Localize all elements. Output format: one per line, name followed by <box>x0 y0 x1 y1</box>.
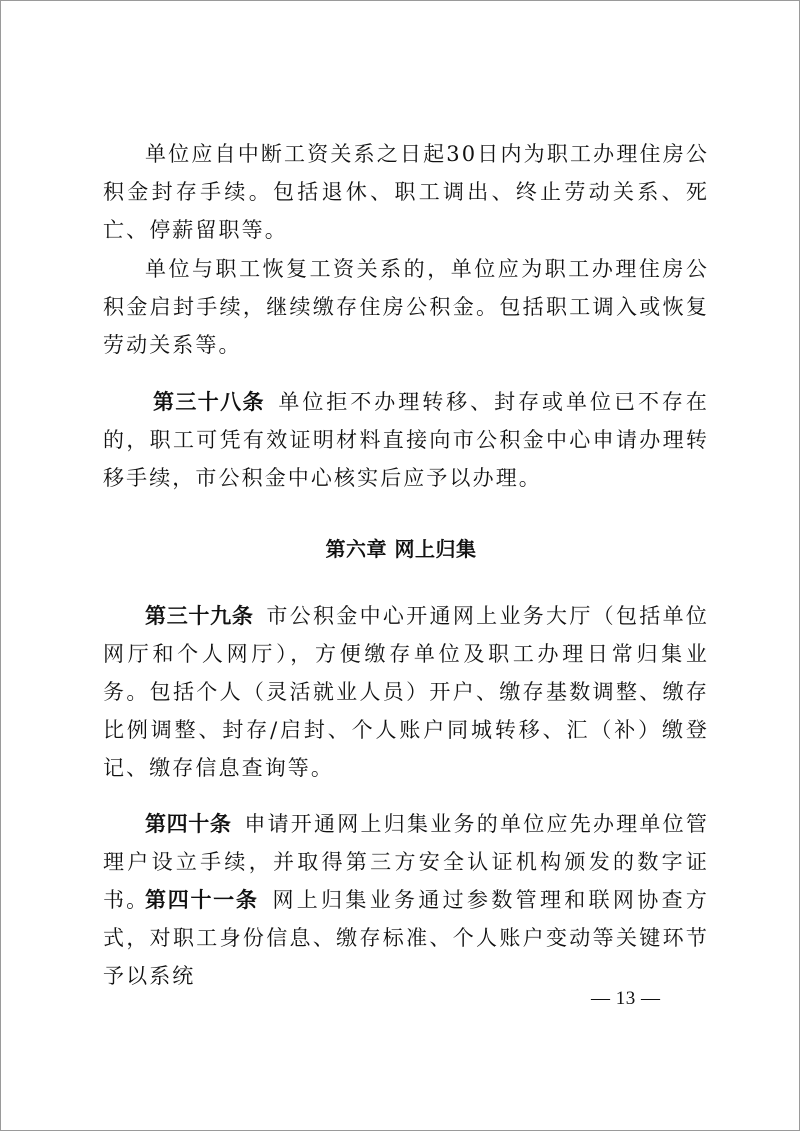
article-heading: 第四十条 <box>145 812 232 836</box>
paragraph-seal-account <box>103 135 709 249</box>
article-heading: 第三十八条 <box>153 390 265 414</box>
article-text: 单位拒不办理转移、封存或单位已不存在的，职工可凭有效证明材料直接向市公积金中心申请办理转移手续，市公积金中心核实后应予以办理。 <box>103 390 709 490</box>
paragraph-text: 单位应自中断工资关系之日起30日内为职工办理住房公积金封存手续。包括退休、职工调出、终止劳动关系、死亡、停薪留职等。 <box>103 142 709 242</box>
article-39 <box>103 597 709 787</box>
article-heading: 第三十九条 <box>145 604 254 628</box>
article-38 <box>103 383 709 497</box>
paragraph-unseal-account <box>103 250 709 364</box>
article-text: 申请开通网上归集业务的单位应先办理单位管理户设立手续，并取得第三方安全认证机构颁发的数字证书。 <box>103 812 710 912</box>
article-41 <box>103 881 709 995</box>
page-number: — 13 — <box>591 988 661 1009</box>
paragraph-text: 单位与职工恢复工资关系的，单位应为职工办理住房公积金启封手续，继续缴存住房公积金。包括职工调入或恢复劳动关系等。 <box>103 257 709 357</box>
article-text: 网上归集业务通过参数管理和联网协查方式，对职工身份信息、缴存标准、个人账户变动等关键环节予以系统 <box>103 888 709 988</box>
chapter-title: 第六章 网上归集 <box>325 537 477 561</box>
article-heading: 第四十一条 <box>145 888 259 912</box>
article-text: 市公积金中心开通网上业务大厅（包括单位网厅和个人网厅），方便缴存单位及职工办理日常归集业务。包括个人（灵活就业人员）开户、缴存基数调整、缴存比例调整、封存/启封、个人账户同城转移、汇（补）缴登记、缴存信息查询等。 <box>103 604 710 780</box>
